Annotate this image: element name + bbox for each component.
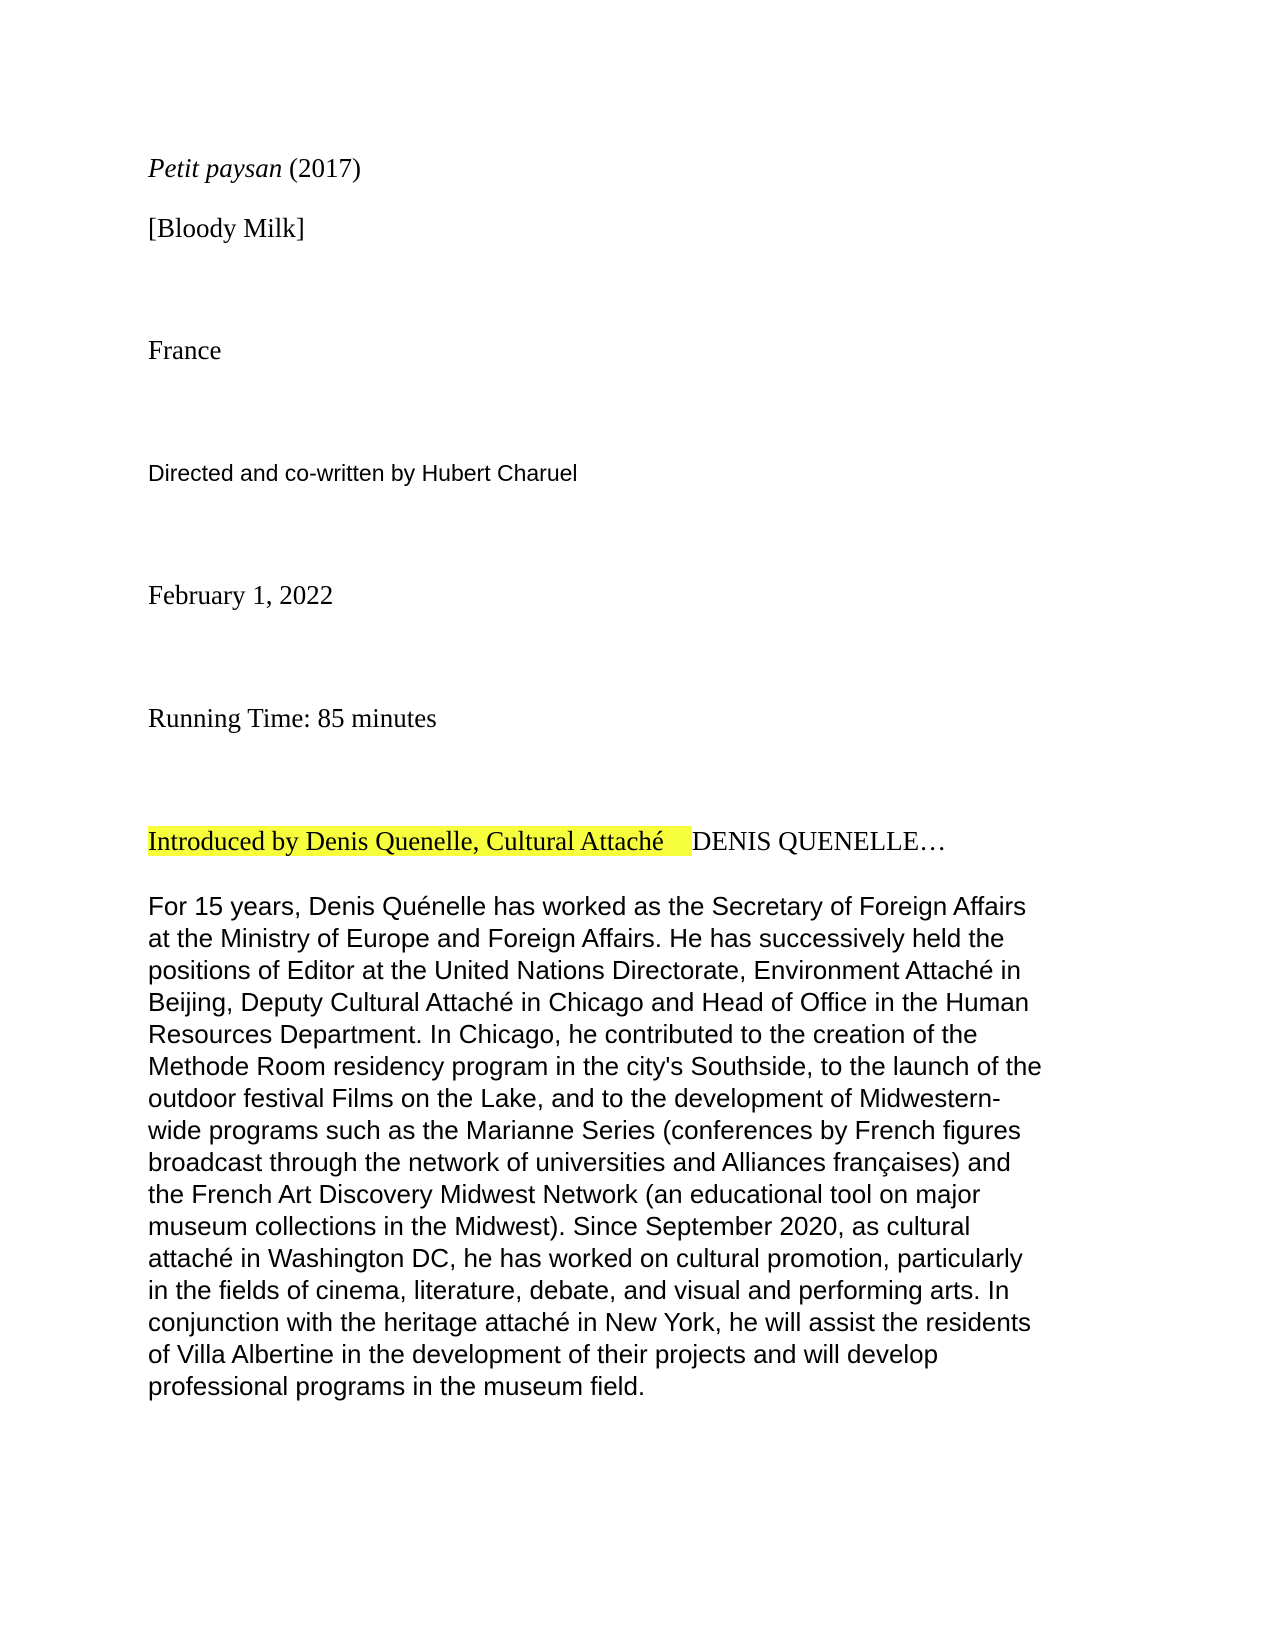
bio-line: conjunction with the heritage attaché in New York, he will assist the residents: [148, 1307, 1032, 1337]
film-title-line: [148, 152, 361, 184]
highlighted-introduction: Introduced by Denis Quenelle, Cultural Attaché: [148, 826, 692, 856]
bio-line: Beijing, Deputy Cultural Attaché in Chicago and Head of Office in the Human: [148, 987, 1030, 1017]
bio-line: positions of Editor at the United Nations Directorate, Environment Attaché in: [148, 955, 1021, 985]
introduction-line: [148, 825, 946, 857]
film-year: (2017): [288, 153, 361, 183]
bio-line: wide programs such as the Marianne Series (conferences by French figures: [148, 1115, 1021, 1145]
bio-line: at the Ministry of Europe and Foreign Affairs. He has successively held the: [148, 923, 1005, 953]
director-credit: Directed and co-written by Hubert Charuel: [148, 460, 578, 486]
introduction-name-caps: DENIS QUENELLE…: [691, 826, 947, 856]
bio-line: outdoor festival Films on the Lake, and to the development of Midwestern-: [148, 1083, 1001, 1113]
bio-line: attaché in Washington DC, he has worked on cultural promotion, particularly: [148, 1243, 1023, 1273]
bio-line: the French Art Discovery Midwest Network (an educational tool on major: [148, 1179, 981, 1209]
bio-line: museum collections in the Midwest). Since September 2020, as cultural: [148, 1211, 971, 1241]
english-title: [Bloody Milk]: [148, 213, 305, 243]
bio-line: broadcast through the network of universities and Alliances françaises) and: [148, 1147, 1011, 1177]
bio-line: professional programs in the museum field.: [148, 1371, 646, 1401]
bio-line: in the fields of cinema, literature, debate, and visual and performing arts. In: [148, 1275, 1010, 1305]
screening-date: February 1, 2022: [148, 580, 334, 610]
bio-line: Resources Department. In Chicago, he contributed to the creation of the: [148, 1019, 978, 1049]
country: France: [148, 335, 222, 365]
bio-line: Methode Room residency program in the city's Southside, to the launch of the: [148, 1051, 1042, 1081]
speaker-biography: [148, 890, 1138, 1402]
film-title: Petit paysan: [148, 153, 283, 183]
bio-line: of Villa Albertine in the development of their projects and will develop: [148, 1339, 939, 1369]
running-time: Running Time: 85 minutes: [148, 703, 437, 733]
bio-line: For 15 years, Denis Quénelle has worked as the Secretary of Foreign Affairs: [148, 891, 1027, 921]
